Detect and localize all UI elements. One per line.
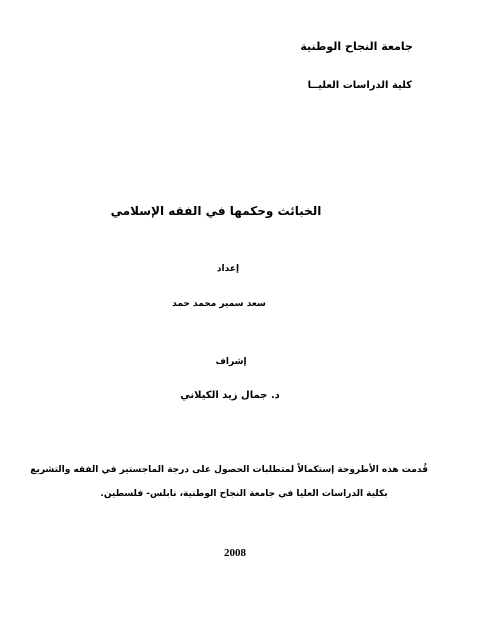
- year: 2008: [224, 547, 246, 559]
- thesis-statement: [30, 458, 428, 506]
- thesis-statement-line-2: بكلية الدراسات العليا في جامعة النجاح الوطنية، نابلس- فلسطين.: [100, 489, 388, 499]
- supervision-label: إشراف: [215, 357, 247, 367]
- author-name: سعد سمير محمد حمد: [172, 299, 266, 309]
- faculty-name: كلية الدراسات العليــا: [307, 80, 412, 91]
- prepared-by-label: إعداد: [216, 264, 240, 274]
- thesis-statement-line-1: قُدمت هذه الأطروحة إستكمالاً لمتطلبات الحصول على درجة الماجستير في الفقه والتشريع: [30, 465, 428, 475]
- university-name: جامعة النجاح الوطنية: [300, 40, 413, 53]
- thesis-title: الخبائث وحكمها في الفقه الإسلامي: [110, 204, 322, 218]
- supervisor-name: د. جمال زيد الكيلاني: [180, 390, 280, 401]
